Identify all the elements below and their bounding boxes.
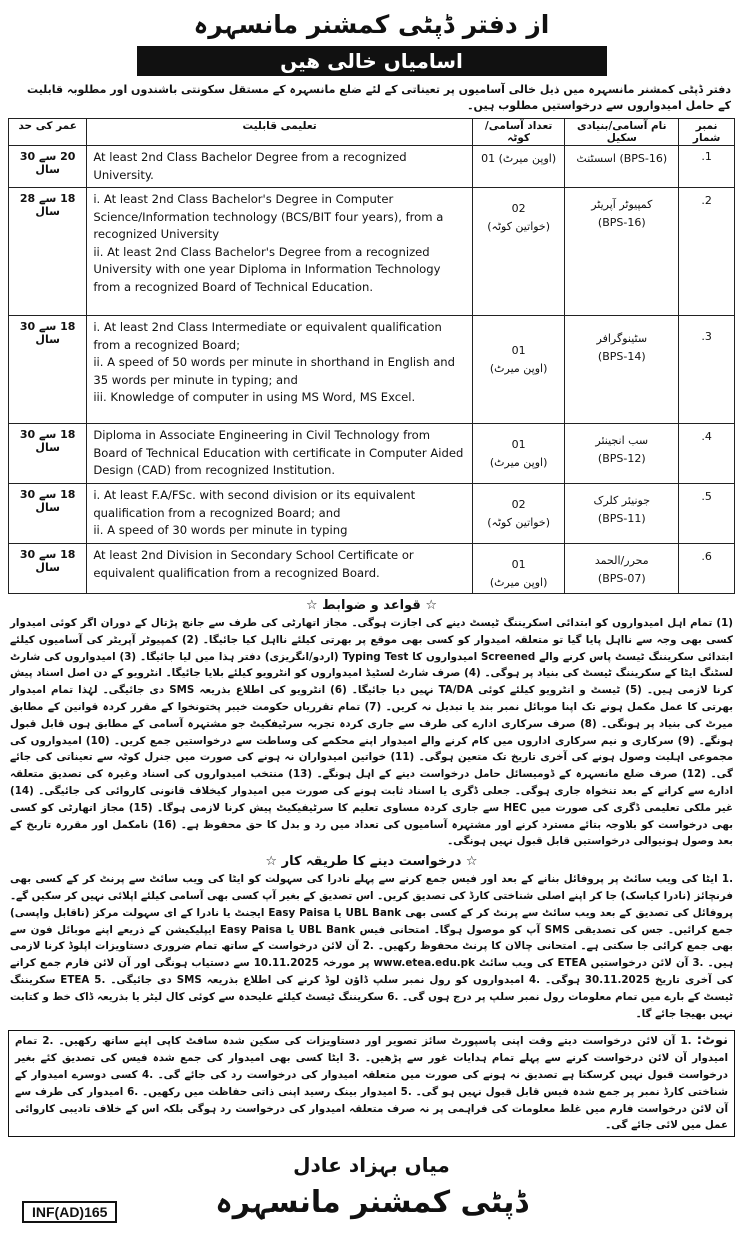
qualification-line: ii. At least 2nd Class Bachelor's Degree from a recognized University with one year Diploma in Information Technology from a recognized Board of Technical Education. xyxy=(93,244,441,294)
quota: (اوپن میرٹ) xyxy=(498,152,557,165)
age-limit: 20 سے 30 سال xyxy=(9,146,87,188)
post-name xyxy=(565,424,679,484)
post-scale: (BPS-14) xyxy=(597,350,646,363)
office-title: از دفتر ڈپٹی کمشنر مانسہرہ xyxy=(193,10,550,39)
qualification-line: i. At least 2nd Class Bachelor's Degree in Computer Science/Information technology (BCS/BIT four years), from a recognized University xyxy=(93,192,444,241)
post-name xyxy=(565,188,679,316)
table-header-row xyxy=(9,119,735,146)
table-row xyxy=(9,424,735,484)
quantity xyxy=(472,316,564,424)
qualification xyxy=(87,544,473,594)
quantity xyxy=(472,146,564,188)
post-scale: (BPS-12) xyxy=(597,452,646,465)
age-limit: 18 سے 30 سال xyxy=(9,544,87,594)
quantity xyxy=(472,424,564,484)
serial-number: .5 xyxy=(679,484,735,544)
qualification xyxy=(87,188,473,316)
post-title: سٹینوگرافر xyxy=(596,332,648,345)
quantity-number: 01 xyxy=(511,344,526,357)
qualification xyxy=(87,146,473,188)
age-limit: 18 سے 30 سال xyxy=(9,484,87,544)
quota: (اوپن میرٹ) xyxy=(489,576,548,589)
qualification-line: Diploma in Associate Engineering in Civil Technology from Board of Technical Education with certificate in Computer Aided Design (CAD) from recognized Institution. xyxy=(93,428,464,477)
qualification xyxy=(87,424,473,484)
post-name xyxy=(565,146,679,188)
header-age: عمر کی حد xyxy=(9,119,87,146)
qualification-line: ii. A speed of 30 words per minute in typing xyxy=(93,523,348,537)
rules-title: ☆ قواعد و ضوابط ☆ xyxy=(306,598,437,613)
post-title: محرر/الحمد xyxy=(594,554,649,567)
post-name xyxy=(565,316,679,424)
signatory-title: ڈپٹی کمشنر مانسہرہ xyxy=(215,1185,528,1220)
quota: (اوپن میرٹ) xyxy=(489,456,548,469)
post-name xyxy=(565,544,679,594)
table-row xyxy=(9,188,735,316)
quantity-number: 01 xyxy=(481,152,496,165)
qualification-line: i. At least 2nd Class Intermediate or equivalent qualification from a recognized Board; xyxy=(93,320,442,352)
table-row xyxy=(9,316,735,424)
serial-number: .4 xyxy=(679,424,735,484)
serial-number: .1 xyxy=(679,146,735,188)
qualification-line: At least 2nd Division in Secondary School Certificate or equivalent qualification from a recognized Board. xyxy=(93,548,414,580)
note-text: .1 آن لائن درخواست دیتے وقت اپنی پاسپورٹ سائز تصویر اور دستاویزات کی سکین شدہ سافٹ کاپی اپنے ساتھ رکھیں۔ .2 تمام امیدوار آن لائن درخواست کرنے سے پہلے تمام ہدایات غور سے پڑھیں۔ .3 ایٹا کسی بھی امیدوار کی جمع شدہ فیس کی تصدیق کئے بغیر درخواست قبول نہیں کرسکتا ہے تصدیق نہ ہونے کی صورت میں متعلقہ امیدوار کی درخواست رد کی جائے گی۔ .4 کسی دوسرے امیدوار کے شناختی کارڈ نمبر پر جمع شدہ فیس قابل قبول نہیں ہو گی۔ .5 امیدوار بینک رسید اپنی ذاتی حفاظت میں رکھیں۔ .6 امیدوار کی طرف سے آن لائن درخواست فارم میں غلط معلومات کی فراہمی پر نہ صرف متعلقہ امیدوار کی درخواست رد ہوگی بلکہ اس کے خلاف تادیبی کاروائی عمل میں لائی جائے گی۔ xyxy=(15,1035,728,1132)
post-title: کمپیوٹر آپریٹر xyxy=(591,198,653,211)
qualification xyxy=(87,484,473,544)
header-quantity: تعداد آسامی/کوٹہ xyxy=(472,119,564,146)
serial-number: .3 xyxy=(679,316,735,424)
serial-number: .6 xyxy=(679,544,735,594)
age-limit: 18 سے 28 سال xyxy=(9,188,87,316)
table-row xyxy=(9,484,735,544)
table-row xyxy=(9,544,735,594)
table-row xyxy=(9,146,735,188)
post-scale: (BPS-16) xyxy=(619,152,668,165)
quantity xyxy=(472,544,564,594)
serial-number: .2 xyxy=(679,188,735,316)
quota: (خواتین کوٹہ) xyxy=(487,220,551,233)
post-scale: (BPS-07) xyxy=(597,572,646,585)
quantity-number: 01 xyxy=(511,438,526,451)
post-title: سب انجینئر xyxy=(595,434,649,447)
post-name xyxy=(565,484,679,544)
post-title: اسسٹنٹ xyxy=(576,152,616,165)
qualification xyxy=(87,316,473,424)
note-box xyxy=(8,1030,735,1137)
header-serial: نمبر شمار xyxy=(679,119,735,146)
rules-text: (1) تمام اہل امیدواروں کو ابتدائی اسکریننگ ٹیسٹ دینے کی اجازت ہوگی۔ مجاز اتھارٹی کی طرف سے جانچ پڑتال کے دوران اگر کوئی امیدوار کسی بھی وجہ سے نااہل پایا گیا تو متعلقہ امیدوار کو کسی بھی موقع پر بھرتی کیلئے نااہل کیا جائیگا۔ (2) کمپیوٹر آپریٹر کی آسامیوں کیلئے ابتدائی سکریننگ ٹیسٹ پاس کرنے والے Screened امیدواروں کا Typing Test (اردو/انگریزی) دفتر ہذا میں لیا جائیگا۔ (3) امیدواروں کی شارٹ لسٹنگ ایٹا کے سکریننگ ٹیسٹ کی بنیاد پر ہوگی۔ (4) صرف شارٹ لسٹیڈ امیدواروں کو انٹرویو کیلئے بلایا جائیگا۔ انٹرویو کے دن اصل اسناد پیش کرنا لازمی ہیں۔ (5) ٹیسٹ و انٹرویو کیلئے کوئی TA/DA نہیں دیا جائیگا۔ (6) انٹرویو کی اطلاع بذریعہ SMS دی جائیگی۔ لہٰذا تمام امیدوار بھرتی کا عمل مکمل ہونے تک اپنا موبائل نمبر بند یا تبدیل نہ کریں۔ (7) تمام تقرریاں حکومت خیبر پختونخوا کے مقرر کردہ قوانین کے مطابق میرٹ کی بنیاد پر ہونگی۔ (8) صرف سرکاری ادارے کی طرف سے جاری کردہ تجربہ سرٹیفکیٹ جو مشتہرہ آسامی کے مطابق ہوں قابل قبول ہونگے۔ (9) سرکاری و نیم سرکاری اداروں میں کام کرنے والے امیدوار اپنے محکمے کی وساطت سے درخواستیں جمع کریں۔ (10) امیدواروں کی مجموعی اہلیت وصول ہونے کی آخری تاریخ تک متعین ہوگی۔ (11) خواتین امیدواران نہ ہونے کی صورت میں جنرل کوٹہ سے تعیناتی کی جائے گی۔ (12) صرف ضلع مانسہرہ کے ڈومیسائل حامل درخواست دینے کے اہل ہونگے۔ (13) منتخب امیدواروں کی اسناد وغیرہ کی تصدیق متعلقہ ادارے سے کرانے کے بعد تنخواہ جاری ہوگی۔ جعلی ڈگری یا اسناد ثابت ہونے کی صورت میں امیدوار کیخلاف قانونی کاروائی کی جائیگی۔ (14) غیر ملکی تعلیمی ڈگری کی صورت میں HEC سے جاری کردہ مساوی تعلیم کا سرٹیفیکیٹ پیش کرنا لازمی ہوگا۔ (15) مجاز اتھارٹی کو کسی بھی درخواست کو بلاوجہ بتائے مسترد کرنے اور مشتہرہ آسامیوں کی تعداد میں رد و بدل کا حق محفوظ ہے۔ (16) نامکمل اور مقررہ تاریخ کے بعد وصول ہونیوالی درخواستیں قابل قبول نہیں ہونگی۔ xyxy=(10,617,734,848)
quantity xyxy=(472,188,564,316)
quantity-number: 02 xyxy=(511,202,526,215)
apply-text: .1 ایٹا کی ویب سائٹ پر پروفائل بنانے کے بعد اور فیس جمع کرنے سے پہلے نادرا کی سہولت کو ایٹا کی ویب سائٹ سے پرنٹ کر کے کسی بھی فرنچائز (نادرا کیاسک) جا کر اپنے اصلی شناختی کارڈ کی تصدیق کریں۔ اس تصدیق کے بغیر آپ کسی بھی آسامی کیلئے اپلائی نہیں کر سکیں گے۔ پروفائل کی تصدیق کے بعد ویب سائٹ سے پرنٹ کر کے کسی بھی UBL Bank یا Easy Paisa ایجنٹ یا نادرا کے ای سہولت مرکز (ناقابل واپسی) جمع کرائیں۔ جس کی تصدیقی SMS آپ کو موصول ہوگا۔ امتحانی فیس UBL Bank یا Easy Paisa ایپلیکیشن کے ذریعے اپنے موبائل فون سے بھی جمع کرائی جا سکتی ہے۔ امتحانی چالان کا پرنٹ محفوظ رکھیں۔ .2 آن لائن درخواست کے ساتھ تمام ضروری دستاویزات اپلوڈ کرنا لازمی ہیں۔ .3 آن لائن درخواستیں ETEA کی ویب سائٹ www.etea.edu.pk پر مورخہ 10.11.2025 سے دستیاب ہونگی اور آن لائن فارم جمع کرانے کی آخری تاریخ 30.11.2025 ہوگی۔ .4 امیدواروں کو رول نمبر سلپ ڈاؤن لوڈ کرنے کی اطلاع بذریعہ SMS دی جائیگی۔ .5 ETEA سکریننگ ٹیسٹ کے بارے میں تمام معلومات رول نمبر سلپ پر درج ہوں گی۔ .6 سکریننگ ٹیسٹ کیلئے علیحدہ سے کوئی کال لیٹر یا بذریعہ ڈاک خط و کتابت نہیں بھیجا جائے گا۔ xyxy=(10,873,734,1020)
intro-text: دفتر ڈپٹی کمشنر مانسہرہ میں ذیل خالی آسامیوں پر تعیناتی کے لئے ضلع مانسہرہ کے مستقل سکونتی باشندوں اور مطلوبہ قابلیت کے حامل امیدواروں سے درخواستیں مطلوب ہیں۔ xyxy=(27,83,731,112)
note-label: نوٹ: xyxy=(696,1033,728,1049)
post-scale: (BPS-11) xyxy=(597,512,646,525)
post-title: جونیئر کلرک xyxy=(593,494,651,507)
posts-table xyxy=(8,118,735,594)
inf-code: INF(AD)165 xyxy=(22,1201,117,1223)
qualification-line: i. At least F.A/FSc. with second division or its equivalent qualification from a recognized Board; and xyxy=(93,488,416,520)
advertisement xyxy=(8,6,735,1137)
apply-title: ☆ درخواست دینے کا طریقہ کار ☆ xyxy=(265,854,478,870)
header-qualification: تعلیمی قابلیت xyxy=(87,119,473,146)
quantity-number: 01 xyxy=(511,558,526,571)
signatory-name: میاں بہزاد عادل xyxy=(293,1153,450,1177)
header-post-name: نام آسامی/بنیادی سکیل xyxy=(565,119,679,146)
quota: (خواتین کوٹہ) xyxy=(487,516,551,529)
age-limit: 18 سے 30 سال xyxy=(9,316,87,424)
qualification-line: iii. Knowledge of computer in using MS Word, MS Excel. xyxy=(93,390,416,404)
quantity xyxy=(472,484,564,544)
quota: (اوپن میرٹ) xyxy=(489,362,548,375)
qualification-line: ii. A speed of 50 words per minute in shorthand in English and 35 words per minute in typing; and xyxy=(93,355,456,387)
vacancies-banner: اسامیاں خالی ھیں xyxy=(137,46,607,76)
quantity-number: 02 xyxy=(511,498,526,511)
post-scale: (BPS-16) xyxy=(597,216,646,229)
age-limit: 18 سے 30 سال xyxy=(9,424,87,484)
qualification-line: At least 2nd Class Bachelor Degree from a recognized University. xyxy=(93,150,407,182)
